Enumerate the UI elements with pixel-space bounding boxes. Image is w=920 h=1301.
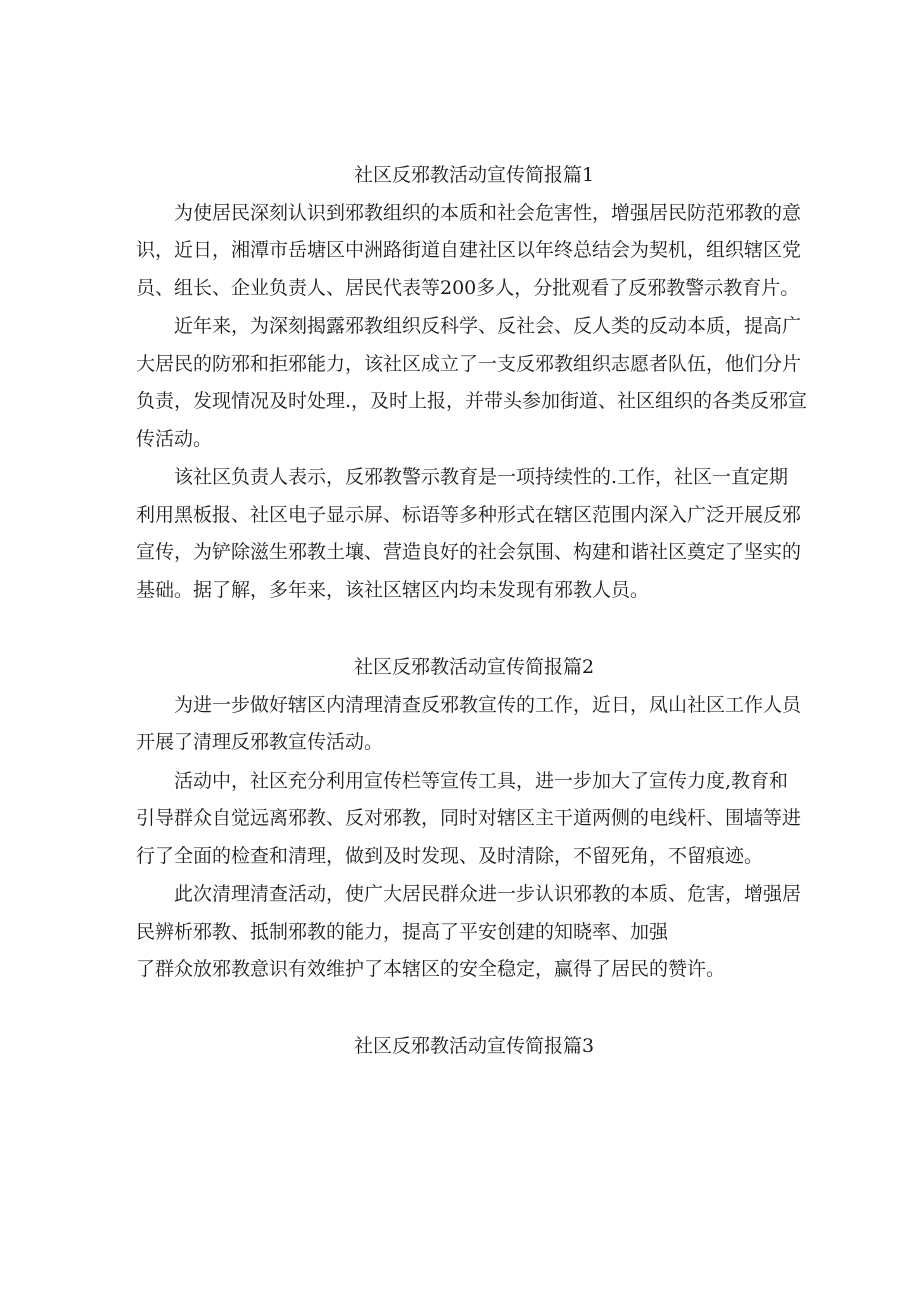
paragraph-line: 引导群众自觉远离邪教、反对邪教，同时对辖区主干道两侧的电线杆、围墙等进	[136, 807, 802, 829]
paragraph-line: 宣传，为铲除滋生邪教土壤、营造良好的社会氛围、构建和谐社区奠定了坚实的	[136, 541, 802, 563]
section-title: 社区反邪教活动宣传简报篇3	[353, 1034, 595, 1057]
paragraph-line: 开展了清理反邪教宣传活动。	[136, 731, 384, 753]
section-spacer	[136, 610, 792, 649]
paragraph	[136, 687, 802, 762]
paragraph-line: 传活动。	[136, 427, 213, 450]
paragraph-line: 识，近日，湘潭市岳塘区中洲路街道自建社区以年终总结会为契机，组织辖区党	[136, 239, 802, 261]
paragraph-line: 负责，发现情况及时处理.，及时上报，并带头参加街道、社区组织的各类反邪宣	[136, 390, 808, 412]
section-spacer	[136, 990, 792, 1028]
paragraph-line: 该社区负责人表示，反邪教警示教育是一项持续性的.工作，社区一直定期	[174, 466, 789, 488]
paragraph-line: 活动中，社区充分利用宣传栏等宣传工具，进一步加大了宣传力度,教育和	[174, 769, 789, 792]
paragraph-line: 民辨析邪教、抵制邪教的能力，提高了平安创建的知晓率、加强	[136, 920, 669, 943]
paragraph-line: 行了全面的检查和清理，做到及时发现、及时清除，不留死角，不留痕迹。	[136, 844, 764, 867]
paragraph	[136, 763, 802, 876]
section-title: 社区反邪教活动宣传简报篇2	[353, 656, 595, 678]
paragraph-line: 基础。据了解，多年来，该社区辖区内均未发现有邪教人员。	[136, 578, 650, 601]
paragraph-line: 员、组长、企业负责人、居民代表等200多人，分批观看了反邪教警示教育片。	[136, 276, 800, 299]
paragraph	[136, 876, 802, 989]
section-1	[136, 157, 808, 609]
paragraph-line: 大居民的防邪和拒邪能力，该社区成立了一支反邪教组织志愿者队伍，他们分片	[136, 352, 802, 375]
section-2	[136, 649, 802, 989]
section-3	[136, 1028, 792, 1066]
paragraph-line: 为进一步做好辖区内清理清查反邪教宣传的工作，近日，凤山社区工作人员	[174, 693, 802, 716]
paragraph	[136, 195, 802, 308]
document-body	[136, 157, 808, 1065]
paragraph	[136, 459, 802, 609]
paragraph-line: 此次清理清查活动，使广大居民群众进一步认识邪教的本质、危害，增强居	[174, 883, 802, 905]
section-title: 社区反邪教活动宣传简报篇1	[353, 164, 595, 186]
paragraph	[136, 308, 808, 458]
paragraph-line: 了群众放邪教意识有效维护了本辖区的安全稳定，赢得了居民的赞许。	[136, 958, 726, 980]
paragraph-line: 近年来，为深刻揭露邪教组织反科学、反社会、反人类的反动本质，提高广	[174, 315, 802, 337]
paragraph-line: 为使居民深刻认识到邪教组织的本质和社会危害性，增强居民防范邪教的意	[174, 201, 802, 224]
paragraph-line: 利用黑板报、社区电子显示屏、标语等多种形式在辖区范围内深入广泛开展反邪	[136, 503, 802, 526]
